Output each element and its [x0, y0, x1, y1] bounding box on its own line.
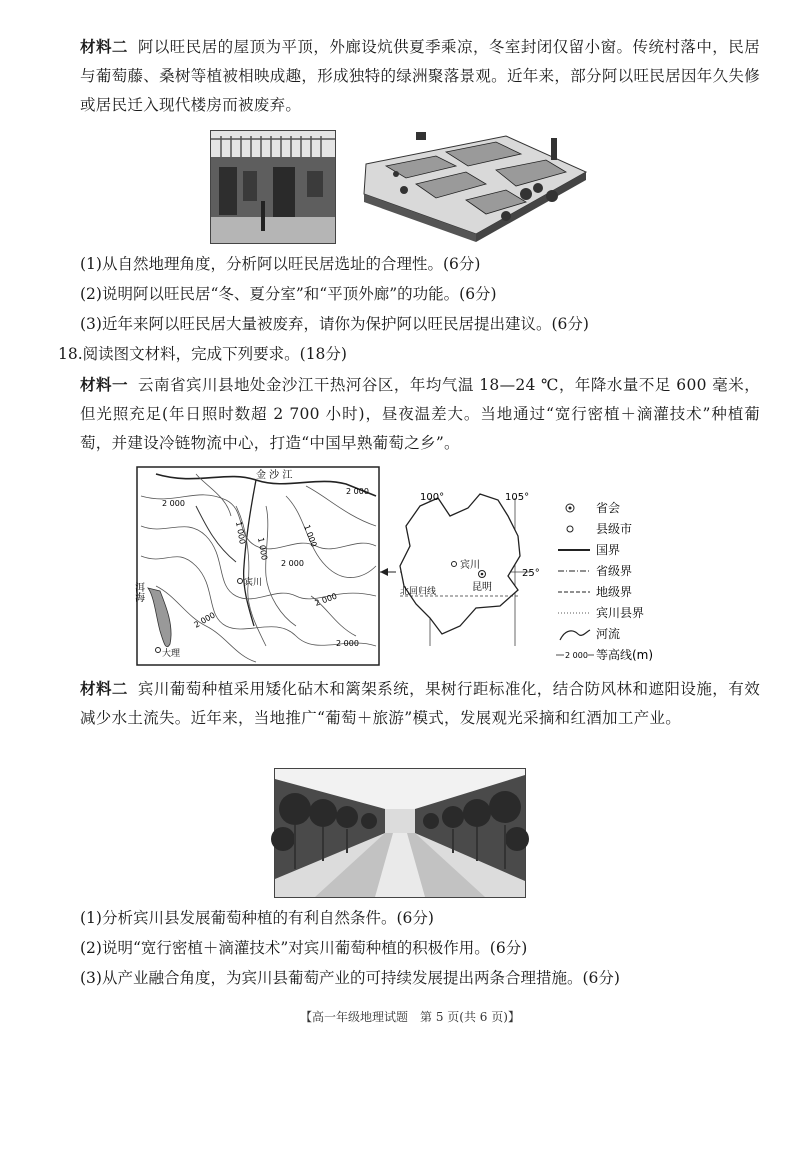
contour-map	[132, 466, 380, 666]
contour-label: 2 000	[313, 591, 339, 608]
legend-prefecture-border	[558, 584, 632, 599]
material-paragraph-grapes	[80, 674, 760, 733]
latitude-25-label: 25°	[522, 568, 540, 579]
vineyard-photo	[274, 768, 526, 898]
legend-national-border	[558, 543, 620, 557]
contour-label: 1 000	[234, 520, 247, 545]
question-18-1: (1)分析宾川县发展葡萄种植的有利自然条件。(6分)	[80, 909, 434, 927]
binchuan-town-label: 宾川	[244, 578, 263, 588]
legend-binchuan-border	[558, 605, 644, 620]
contour-label: 2 000	[162, 499, 185, 508]
contour-label: 1 000	[302, 523, 319, 549]
courtyard-photo	[210, 130, 336, 244]
svg-text:省级界: 省级界	[596, 564, 633, 578]
longitude-100-label: 100°	[420, 492, 445, 503]
question-18-3: (3)从产业融合角度，为宾川县葡萄产业的可持续发展提出两条合理措施。(6分)	[80, 969, 620, 987]
material-text: 宾川葡萄种植采用矮化砧木和篱架系统，果树行距标准化，结合防风林和遮阳设施，有效减少水土流失。近年来，当地推广“葡萄＋旅游”模式，发展观光采摘和红酒加工产业。	[80, 680, 761, 727]
question-18-2: (2)说明“宽行密植＋滴灌技术”对宾川葡萄种植的积极作用。(6分)	[80, 939, 528, 957]
svg-text:2 000: 2 000	[565, 651, 588, 660]
svg-text:地级界: 地级界	[596, 585, 633, 599]
binchuan-locator-label: 宾川	[460, 560, 480, 571]
svg-text:河流: 河流	[596, 627, 621, 641]
legend-provincial-border	[558, 563, 632, 578]
svg-text:省会: 省会	[596, 501, 621, 515]
page-footer: 【高一年级地理试题 第 5 页(共 6 页)】	[300, 1010, 520, 1024]
svg-text:县级市: 县级市	[596, 522, 633, 536]
contour-label: 2 000	[336, 639, 359, 648]
legend-river	[560, 626, 620, 641]
lake-erhai-label: 洱海	[132, 582, 144, 602]
yunnan-locator-map	[380, 486, 550, 646]
question-18-title: 18.阅读图文材料，完成下列要求。(18分)	[58, 345, 347, 363]
svg-text:国界: 国界	[596, 543, 621, 557]
material-paragraph-aywang	[80, 32, 760, 120]
dali-town-marker	[156, 648, 161, 653]
river-jinsha-label: 金 沙 江	[256, 470, 293, 481]
question-17-3: (3)近年来阿以旺民居大量被废弃，请你为保护阿以旺民居提出建议。(6分)	[80, 315, 589, 333]
dali-town-label: 大理	[162, 649, 181, 659]
material-paragraph-binchuan	[80, 370, 760, 458]
binchuan-locator-marker	[452, 562, 457, 567]
material-lead: 材料二	[80, 679, 128, 698]
contour-label: 2 000	[192, 610, 217, 630]
svg-text:宾川县界: 宾川县界	[596, 606, 645, 620]
material-text: 云南省宾川县地处金沙江干热河谷区，年均气温 18—24 ℃，年降水量不足 600 毫米，但光照充足(年日照时数超 2 700 小时)，昼夜温差大。当地通过“宽行密植＋滴灌技术”种植葡萄，并建设冷链物流中心，打造“中国早熟葡萄之乡”。	[80, 376, 760, 452]
contour-label: 2 000	[281, 559, 304, 568]
tropic-label: 北回归线	[400, 587, 437, 597]
legend-capital	[566, 500, 620, 515]
legend-contour	[556, 647, 653, 662]
svg-text:等高线(m): 等高线(m)	[596, 648, 654, 662]
kunming-label: 昆明	[472, 582, 492, 593]
question-17-2: (2)说明阿以旺民居“冬、夏分室”和“平顶外廊”的功能。(6分)	[80, 285, 497, 303]
legend-county	[567, 522, 632, 536]
material-lead: 材料二	[80, 37, 128, 56]
contour-label: 2 000	[346, 487, 369, 496]
material-text: 阿以旺民居的屋顶为平顶，外廊设炕供夏季乘凉，冬室封闭仅留小窗。传统村落中，民居与葡萄藤、桑树等植被相映成趣，形成独特的绿洲聚落景观。近年来，部分阿以旺民居因年久失修或居民迁入现代楼房而被废弃。	[80, 38, 761, 114]
longitude-105-label: 105°	[505, 492, 530, 503]
house-model-illustration	[356, 124, 592, 242]
contour-label: 1 000	[256, 536, 269, 561]
question-17-1: (1)从自然地理角度，分析阿以旺民居选址的合理性。(6分)	[80, 255, 481, 273]
material-lead: 材料一	[80, 375, 128, 394]
map-legend	[556, 500, 686, 670]
binchuan-town-marker	[238, 579, 243, 584]
